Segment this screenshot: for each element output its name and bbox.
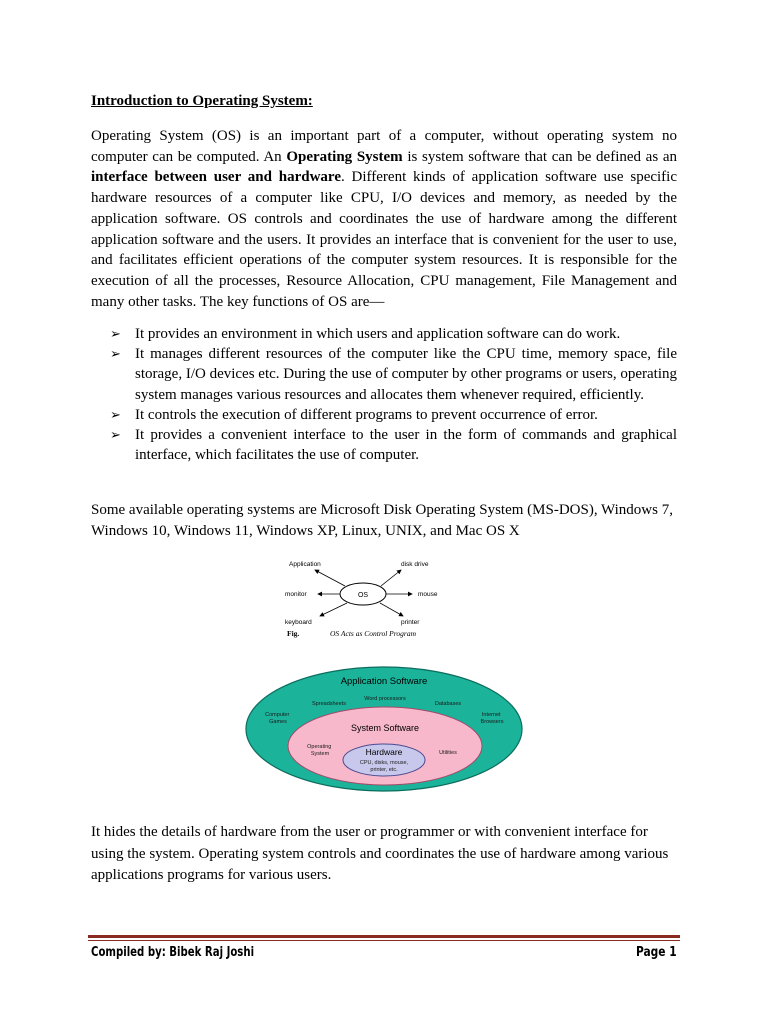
- intro-text-1: Operating System (OS) is an important part of a computer, without operating system no computer can be computed. An: [91, 128, 677, 165]
- list-item-text: It provides an environment in which users and application software can do work.: [135, 326, 621, 342]
- key-functions-list: [110, 324, 677, 465]
- system-software-title: System Software: [350, 723, 420, 733]
- operating-system-line1: Operating: [307, 744, 332, 750]
- footer-rule-thin: [88, 940, 680, 941]
- internet-browsers-line2: Browsers: [480, 719, 504, 725]
- software-layers-diagram: [242, 664, 526, 794]
- footer-rule-thick: [88, 935, 680, 938]
- arrow-disk-drive: [381, 570, 401, 586]
- footer-page-number: Page 1: [636, 945, 677, 960]
- list-item: [110, 405, 677, 425]
- arrow-application: [315, 570, 345, 586]
- operating-system-line2: System: [310, 751, 330, 757]
- hardware-detail-line2: printer, etc.: [370, 767, 398, 773]
- intro-text-3: . Different kinds of application software use specific hardware resources of a computer like CPU, I/O devices and memory, as needed by the application software. OS controls and coordinates the use of hardware among the different application software and the users. It provides an interface that is convenient for the user to use, and facilitates efficient operations of the computer system resources. It is responsible for the execution of all the processes, Resource Allocation, CPU management, File Management and many other tasks. The key functions of OS are—: [91, 169, 678, 310]
- footer-author: Compiled by: Bibek Raj Joshi: [91, 945, 255, 960]
- hardware-detail-line1: CPU, disks, mouse,: [359, 760, 409, 766]
- spreadsheets-label: Spreadsheets: [312, 701, 346, 707]
- node-disk-drive: disk drive: [401, 561, 429, 568]
- utilities-label: Utilities: [439, 750, 457, 756]
- databases-label: Databases: [434, 701, 462, 707]
- section-heading: Introduction to Operating System:: [91, 93, 313, 109]
- os-node-label: OS: [357, 592, 369, 599]
- intro-bold-term: Operating System: [286, 148, 403, 165]
- arrow-bullet-icon: ➢: [110, 427, 121, 443]
- intro-text-2: is system software that can be defined as an: [402, 148, 677, 165]
- node-printer: printer: [401, 619, 420, 626]
- computer-games-line1: Computer: [265, 712, 290, 718]
- node-application: Application: [289, 561, 321, 568]
- arrow-bullet-icon: ➢: [110, 406, 121, 422]
- figure-caption-text: OS Acts as Control Program: [330, 629, 416, 638]
- os-list-paragraph: Some available operating systems are Microsoft Disk Operating System (MS-DOS), Windows 7, Windows 10, Windows 11, Windows XP, Linux, UNIX, and Mac OS X: [91, 502, 673, 539]
- list-item-text: It manages different resources of the computer like the CPU time, memory space, file storage, I/O devices etc. During the use of computer by other programs or users, operating system manages various resources and allocates them whenever required, efficiently.: [135, 346, 677, 403]
- operating-system-label: [307, 744, 333, 757]
- application-software-title: Application Software: [340, 676, 428, 687]
- list-item: [110, 324, 677, 344]
- node-monitor: monitor: [285, 591, 307, 598]
- figure-caption-label: Fig.: [287, 629, 300, 638]
- list-item: [110, 425, 677, 465]
- internet-browsers-line1: Internet: [481, 712, 501, 718]
- computer-games-line2: Games: [269, 719, 287, 725]
- arrow-keyboard: [320, 603, 347, 616]
- intro-paragraph: [91, 126, 677, 312]
- node-mouse: mouse: [418, 591, 438, 598]
- arrow-printer: [380, 603, 403, 616]
- os-control-program-diagram: [275, 552, 475, 644]
- list-item-text: It provides a convenient interface to the user in the form of commands and graphical interface, which facilitates the use of computer.: [135, 427, 677, 464]
- internet-browsers-label: [481, 712, 504, 725]
- arrow-bullet-icon: ➢: [110, 346, 121, 362]
- node-keyboard: keyboard: [285, 619, 312, 626]
- intro-bold-definition: interface between user and hardware: [91, 169, 341, 186]
- list-item: [110, 344, 677, 405]
- hardware-title: Hardware: [365, 747, 403, 757]
- arrow-bullet-icon: ➢: [110, 326, 121, 341]
- list-item-text: It controls the execution of different programs to prevent occurrence of error.: [135, 406, 598, 423]
- closing-paragraph: It hides the details of hardware from the user or programmer or with convenient interface for using the system. Operating system controls and coordinates the use of hardware among various applications programs for various users.: [91, 824, 669, 883]
- word-processors-label: Word processors: [364, 696, 406, 702]
